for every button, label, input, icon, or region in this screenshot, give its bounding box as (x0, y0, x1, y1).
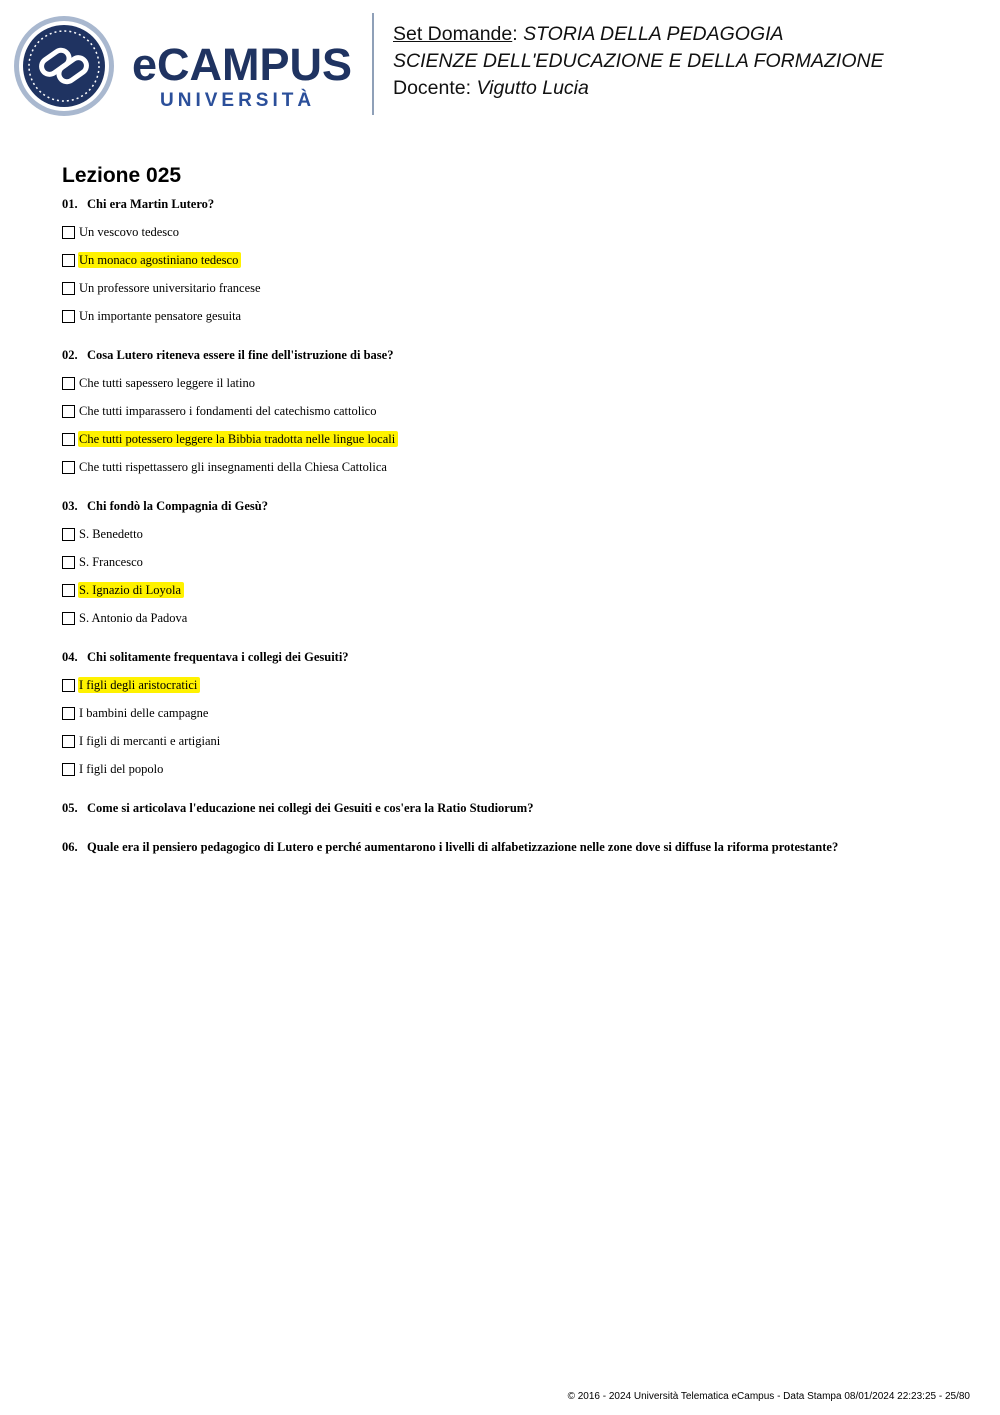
question-text: Come si articolava l'educazione nei collegi dei Gesuiti e cos'era la Ratio Studiorum? (87, 801, 534, 815)
answer-checkbox[interactable] (62, 679, 75, 692)
answer-option[interactable] (62, 576, 962, 604)
answer-checkbox[interactable] (62, 528, 75, 541)
answer-checkbox[interactable] (62, 735, 75, 748)
answer-option[interactable] (62, 520, 962, 548)
docente-label: Docente: (393, 77, 477, 99)
question-title (62, 645, 962, 671)
question-title (62, 835, 962, 861)
question-spacer (62, 822, 962, 835)
answer-label: Che tutti rispettassero gli insegnamenti della Chiesa Cattolica (79, 460, 387, 474)
answer-option[interactable] (62, 274, 962, 302)
answer-label: Che tutti sapessero leggere il latino (79, 376, 255, 390)
question-title (62, 796, 962, 822)
answer-checkbox[interactable] (62, 405, 75, 418)
question-title (62, 343, 962, 369)
question-title (62, 192, 962, 218)
answer-label-highlighted: I figli degli aristocratici (78, 677, 200, 693)
question-spacer (62, 632, 962, 645)
answer-option[interactable] (62, 302, 962, 330)
question-number: 03. (62, 499, 78, 513)
answer-option[interactable] (62, 548, 962, 576)
answer-option[interactable] (62, 699, 962, 727)
answer-option[interactable] (62, 397, 962, 425)
question-number: 01. (62, 197, 78, 211)
question-item (62, 645, 962, 783)
set-line (393, 22, 884, 49)
question-text: Chi solitamente frequentava i collegi dei Gesuiti? (87, 650, 349, 664)
answer-checkbox[interactable] (62, 226, 75, 239)
question-list (62, 192, 962, 861)
question-text: Chi fondò la Compagnia di Gesù? (87, 499, 268, 513)
answer-checkbox[interactable] (62, 310, 75, 323)
set-label: Set Domande (393, 23, 513, 45)
answer-label: S. Benedetto (79, 527, 143, 541)
answer-option[interactable] (62, 604, 962, 632)
question-title (62, 494, 962, 520)
answer-label: I bambini delle campagne (79, 706, 209, 720)
question-text: Cosa Lutero riteneva essere il fine dell'istruzione di base? (87, 348, 394, 362)
question-item (62, 192, 962, 330)
question-spacer (62, 481, 962, 494)
lesson-title: Lezione 025 (62, 164, 182, 187)
question-number: 05. (62, 801, 78, 815)
set-value: STORIA DELLA PEDAGOGIA (523, 23, 784, 45)
logo-brand-text: eCAMPUS (132, 39, 353, 90)
answer-label: Un professore universitario francese (79, 281, 261, 295)
answer-checkbox[interactable] (62, 461, 75, 474)
answer-option[interactable] (62, 727, 962, 755)
page-footer: © 2016 - 2024 Università Telematica eCampus - Data Stampa 08/01/2024 22:23:25 - 25/80 (567, 1391, 970, 1402)
ecampus-logo (14, 14, 354, 118)
header-divider (372, 13, 374, 115)
page-header (0, 0, 1000, 130)
question-text: Quale era il pensiero pedagogico di Lutero e perché aumentarono i livelli di alfabetizzazione nelle zone dove si diffuse la riforma protestante? (87, 840, 839, 854)
answer-label-highlighted: Un monaco agostiniano tedesco (78, 252, 241, 268)
answer-checkbox[interactable] (62, 707, 75, 720)
answer-checkbox[interactable] (62, 254, 75, 267)
question-item (62, 343, 962, 481)
answer-option[interactable] (62, 246, 962, 274)
question-item (62, 796, 962, 822)
header-info (393, 22, 884, 103)
docente-name: Vigutto Lucia (476, 77, 589, 99)
course-name: SCIENZE DELL'EDUCAZIONE E DELLA FORMAZIONE (393, 50, 884, 72)
question-item (62, 835, 962, 861)
answer-checkbox[interactable] (62, 377, 75, 390)
answer-checkbox[interactable] (62, 763, 75, 776)
question-text: Chi era Martin Lutero? (87, 197, 215, 211)
answer-label: S. Antonio da Padova (79, 611, 188, 625)
answer-option[interactable] (62, 755, 962, 783)
question-spacer (62, 330, 962, 343)
answer-checkbox[interactable] (62, 612, 75, 625)
answer-option[interactable] (62, 453, 962, 481)
answer-checkbox[interactable] (62, 584, 75, 597)
question-item (62, 494, 962, 632)
question-number: 06. (62, 840, 78, 854)
answer-label: Che tutti imparassero i fondamenti del catechismo cattolico (79, 404, 377, 418)
question-number: 04. (62, 650, 78, 664)
answer-checkbox[interactable] (62, 433, 75, 446)
docente-line (393, 76, 884, 103)
answer-checkbox[interactable] (62, 282, 75, 295)
answer-option[interactable] (62, 369, 962, 397)
answer-option[interactable] (62, 425, 962, 453)
seal-icon (14, 16, 114, 116)
answer-label-highlighted: Che tutti potessero leggere la Bibbia tradotta nelle lingue locali (78, 431, 398, 447)
question-number: 02. (62, 348, 78, 362)
answer-checkbox[interactable] (62, 556, 75, 569)
answer-label: I figli di mercanti e artigiani (79, 734, 221, 748)
answer-label: S. Francesco (79, 555, 143, 569)
question-spacer (62, 783, 962, 796)
answer-label: Un importante pensatore gesuita (79, 309, 242, 323)
set-separator: : (512, 23, 524, 45)
answer-label: I figli del popolo (79, 762, 164, 776)
answer-option[interactable] (62, 671, 962, 699)
answer-label-highlighted: S. Ignazio di Loyola (78, 582, 184, 598)
logo-sub-text: UNIVERSITÀ (160, 90, 316, 111)
lesson-content (62, 160, 962, 861)
answer-label: Un vescovo tedesco (79, 225, 179, 239)
answer-option[interactable] (62, 218, 962, 246)
